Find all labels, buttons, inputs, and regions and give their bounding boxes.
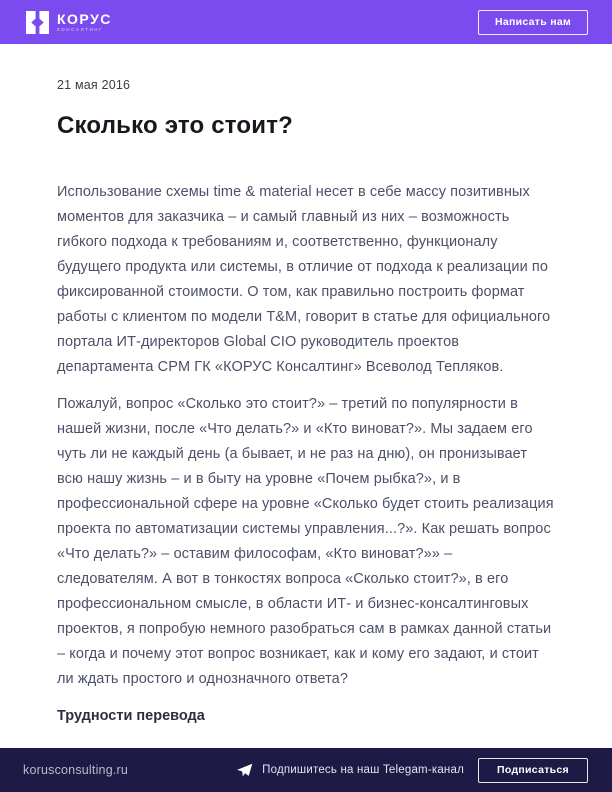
article-title: Сколько это стоит?	[57, 112, 294, 139]
telegram-subscribe-text: Подпишитесь на наш Telegam-канал	[262, 764, 464, 776]
logo-subtitle: КОНСАЛТИНГ	[57, 27, 104, 32]
logo-title: КОРУС	[57, 10, 112, 27]
header	[0, 0, 612, 44]
footer-telegram-block	[236, 758, 588, 783]
telegram-plane-icon	[236, 762, 253, 779]
telegram-group	[236, 762, 464, 779]
article	[0, 44, 612, 748]
article-paragraph-1: Использование схемы time & material несет в себе массу позитивных моментов для заказчика – и самый главный из них – возможность гибкого подхода к требованиям и, соответственно, функционалу будущего продукта или системы, в отличие от подхода к реализации по фиксированной стоимости. О том, как правильно построить формат работы с клиентом по модели T&M, говорит в статье для официального портала ИТ-директоров Global CIO руководитель проектов департамента CPM ГК «КОРУС Консалтинг» Всеволод Тепляков.	[57, 184, 551, 375]
article-paragraph-2: Пожалуй, вопрос «Сколько это стоит?» – третий по популярности в нашей жизни, после «Что делать?» и «Кто виноват?». Мы задаем его чуть ли не каждый день (а бывает, и не раз на дню), он пронизывает всю нашу жизнь – и в быту на уровне «Почем рыбка?», и в профессиональной сфере на уровне «Сколько будет стоить реализация проекта по автоматизации системы управления...?». Как решать вопрос «Что делать?» – оставим философам, «Кто виноват?»» – следователям. А вот в тонкостях вопроса «Сколько стоит?», в его профессиональном смысле, в области ИТ- и бизнес-консалтинговых проектов, я попробую немного разобраться сам в рамках данной статьи – когда и почему этот вопрос возникает, как и кому его задают, и стоит ли ждать простого и однозначного ответа?	[57, 396, 554, 687]
footer-site-link[interactable]: korusconsulting.ru	[23, 763, 129, 777]
subscribe-button[interactable]: Подписаться	[478, 758, 588, 783]
contact-us-button[interactable]: Написать нам	[478, 10, 588, 35]
korus-logo[interactable]	[26, 11, 112, 34]
korus-logo-icon	[26, 11, 49, 34]
article-date: 21 мая 2016	[57, 78, 131, 92]
logo-text	[57, 12, 112, 33]
footer	[0, 748, 612, 792]
article-subheading: Трудности перевода	[57, 708, 205, 724]
